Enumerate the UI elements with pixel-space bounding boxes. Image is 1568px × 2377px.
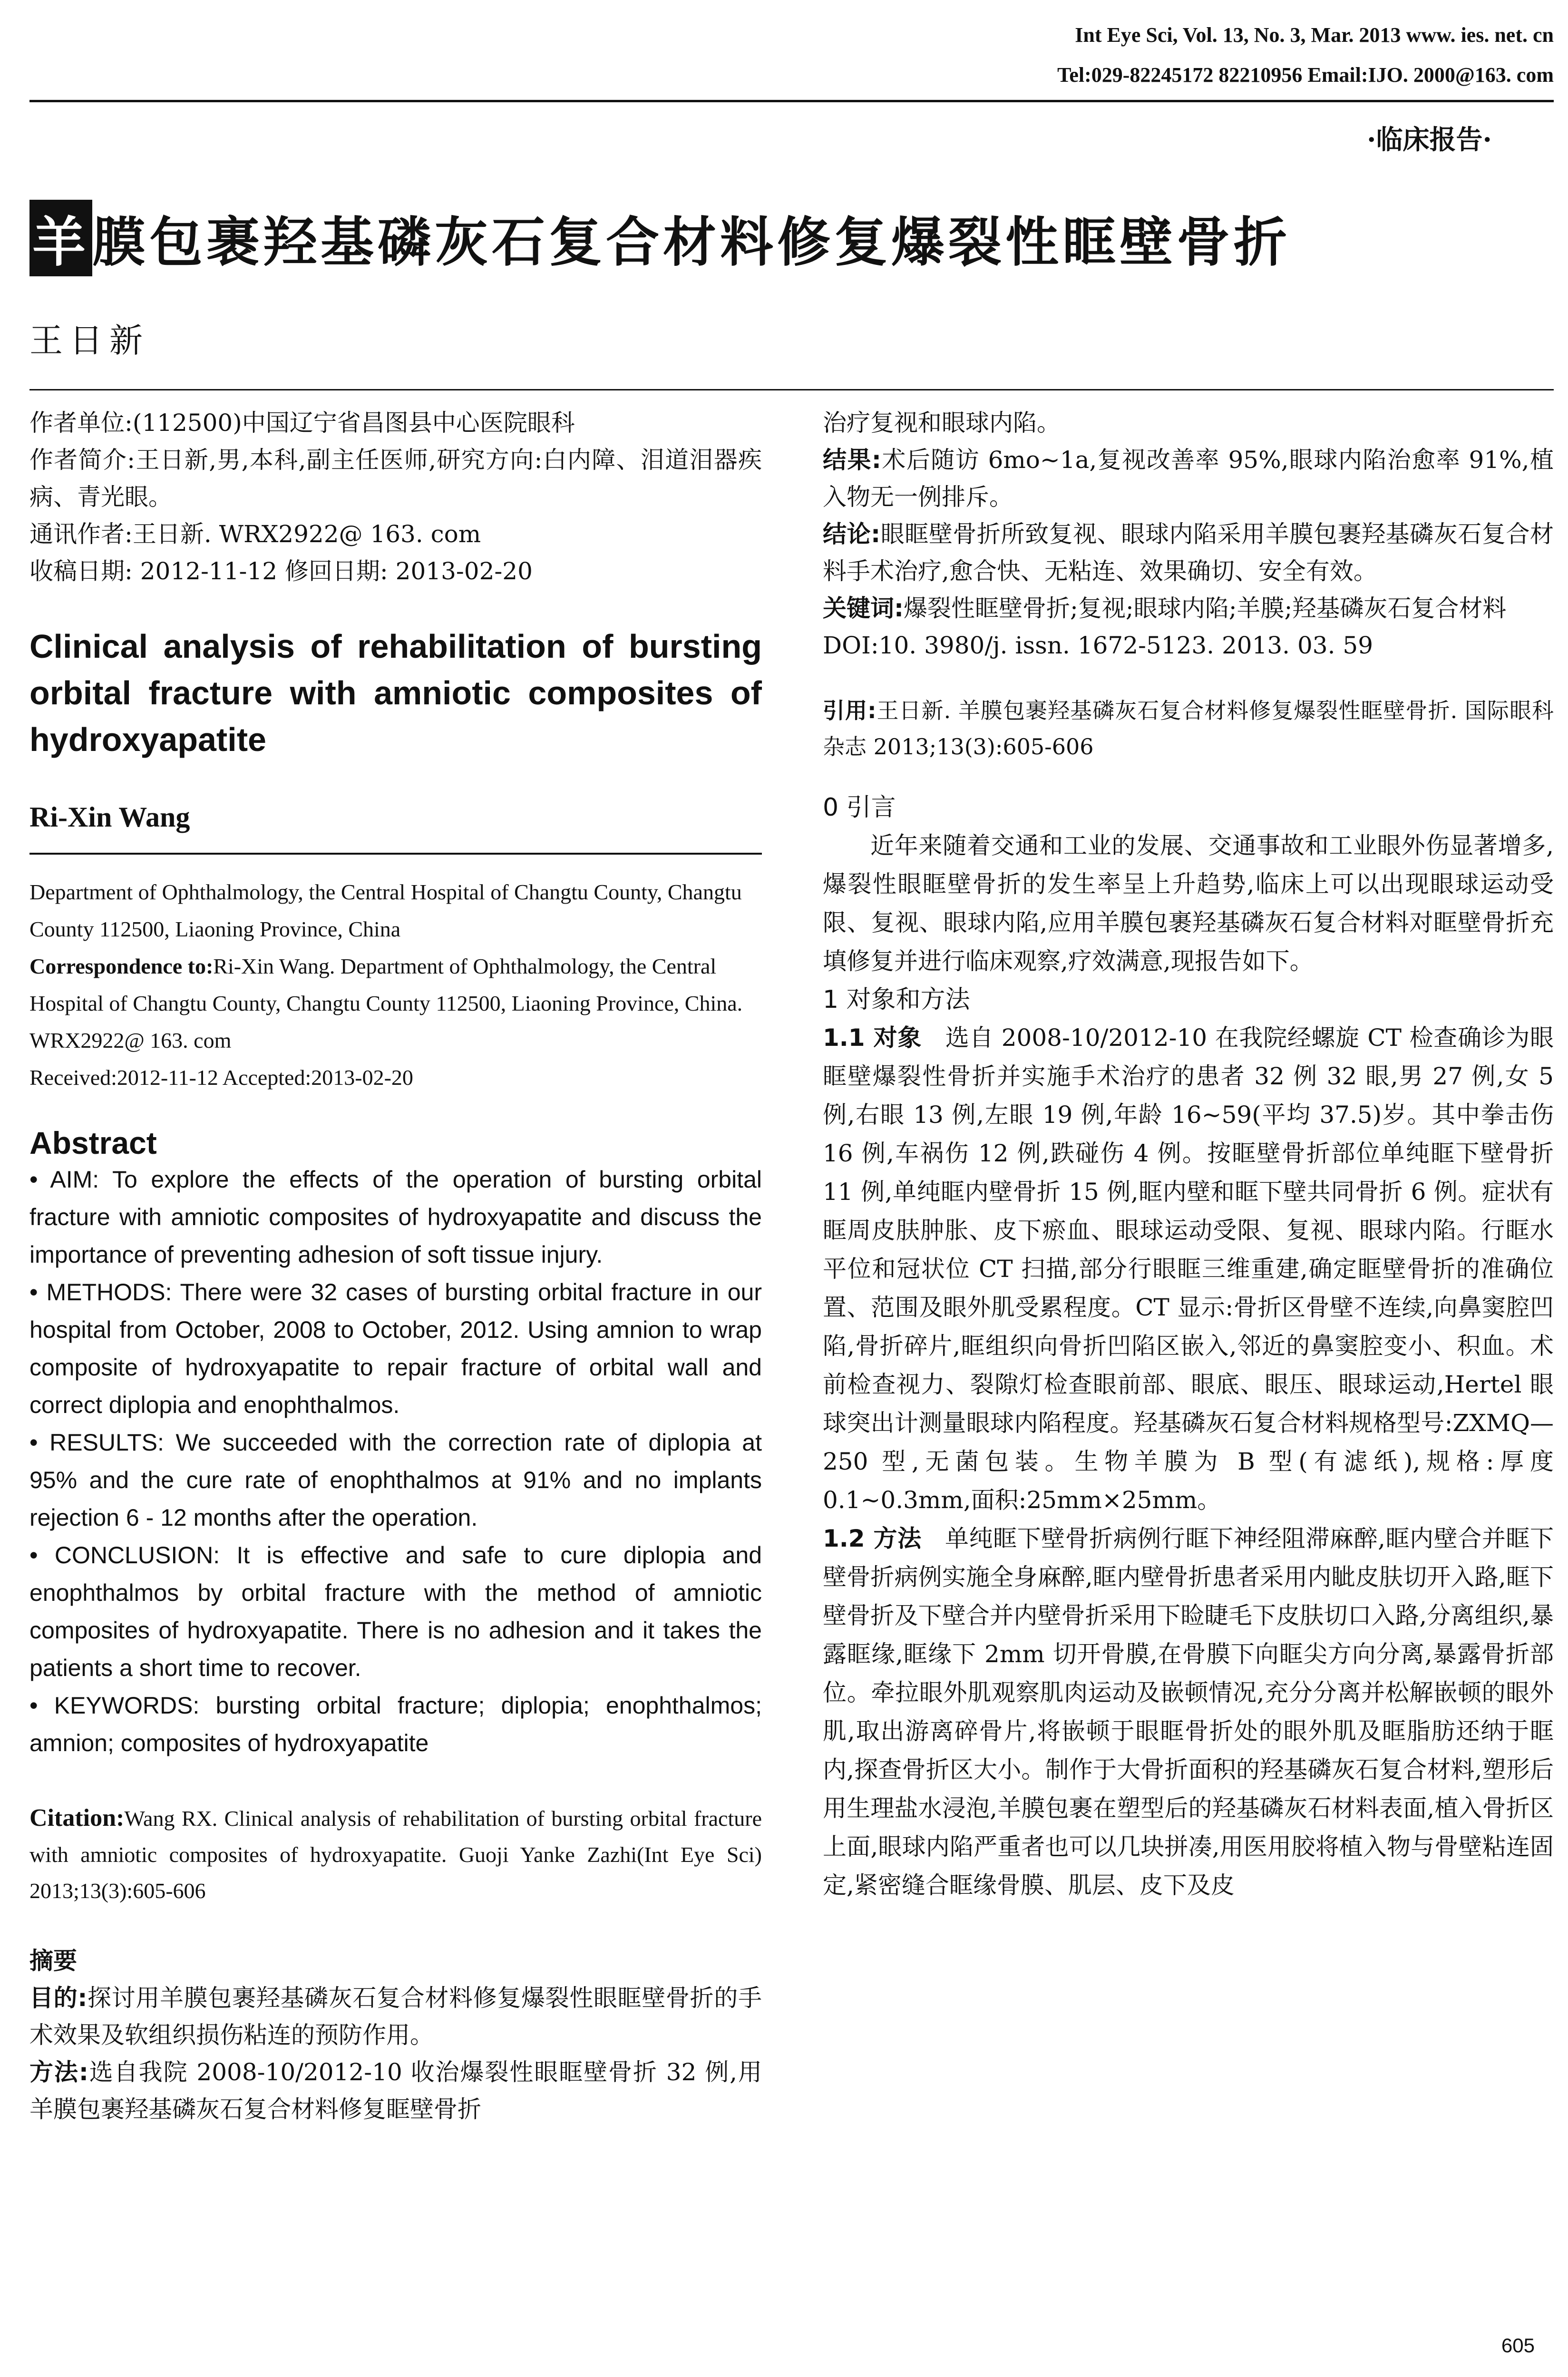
cn-aim	[29, 1979, 762, 2054]
cn-aim-text: 探讨用羊膜包裹羟基磷灰石复合材料修复爆裂性眼眶壁骨折的手术效果及软组织损伤粘连的预防作用。	[29, 1984, 762, 2049]
cn-results-text: 术后随访 6mo~1a,复视改善率 95%,眼球内陷治愈率 91%,植入物无一例排斥。	[823, 446, 1554, 511]
abstract-title: Abstract	[29, 1125, 157, 1160]
journal-header-line2: Tel:029-82245172 82210956 Email:IJO. 2000@163. com	[1057, 63, 1554, 87]
received-accepted-en: Received:2012-11-12 Accepted:2013-02-20	[29, 1065, 413, 1090]
cn-results	[823, 441, 1554, 516]
subsection-1-2	[823, 1520, 1554, 1905]
title-first-char: 羊	[29, 200, 92, 276]
abstract-methods: • METHODS: There were 32 cases of bursting orbital fracture in our hospital from October, 2008 to October, 2012. Using amnion to wrap composite of hydroxyapatite to repair fracture of orbital wall and correct diplopia and enophthalmos.	[29, 1279, 762, 1418]
cn-keywords-text: 爆裂性眶壁骨折;复视;眼球内陷;羊膜;羟基磷灰石复合材料	[904, 594, 1507, 622]
author-bio-cn: 作者简介:王日新,男,本科,副主任医师,研究方向:白内障、泪道泪器疾病、青光眼。	[29, 446, 762, 511]
cn-conclusion-text: 眼眶壁骨折所致复视、眼球内陷采用羊膜包裹羟基磷灰石复合材料手术治疗,愈合快、无粘连、效果确切、安全有效。	[823, 520, 1554, 585]
abstract-results: • RESULTS: We succeeded with the correction rate of diplopia at 95% and the cure rate of enophthalmos at 91% and no implants rejection 6 - 12 months after the operation.	[29, 1429, 762, 1531]
article-title-en: Clinical analysis of rehabilitation of bursting orbital fracture with amniotic composites of hydroxyapatite	[29, 628, 762, 758]
intro-paragraph: 近年来随着交通和工业的发展、交通事故和工业眼外伤显著增多,爆裂性眼眶壁骨折的发生率呈上升趋势,临床上可以出现眼球运动受限、复视、眼球内陷,应用羊膜包裹羟基磷灰石复合材料对眶壁骨折充填修复并进行临床观察,疗效满意,现报告如下。	[823, 832, 1554, 975]
subsection-1-1-text: 选自 2008-10/2012-10 在我院经螺旋 CT 检查确诊为眼眶壁爆裂性骨折并实施手术治疗的患者 32 例 32 眼,男 27 例,女 5 例,右眼 13 例,左眼 19 例,年龄 16~59(平均 37.5)岁。其中拳击伤 16 例,车祸伤 12 例,跌碰伤 4 例。按眶壁骨折部位单纯眶下壁骨折 11 例,单纯眶内壁骨折 15 例,眶内壁和眶下壁共同骨折 6 例。症状有眶周皮肤肿胀、皮下瘀血、眼球运动受限、复视、眼球内陷。行眶水平位和冠状位 CT 扫描,部分行眼眶三维重建,确定眶壁骨折的准确位置、范围及眼外肌受累程度。CT 显示:骨折区骨壁不连续,向鼻窦腔凹陷,骨折碎片,眶组织向骨折凹陷区嵌入,邻近的鼻窦腔变小、积血。术前检查视力、裂隙灯检查眼前部、眼底、眼压、眼球运动,Hertel 眼球突出计测量眼球内陷程度。羟基磷灰石复合材料规格型号:ZXMQ—250 型,无菌包装。生物羊膜为 B 型(有滤纸),规格:厚度 0.1~0.3mm,面积:25mm×25mm。	[823, 1024, 1554, 1514]
dates-cn: 收稿日期: 2012-11-12 修回日期: 2013-02-20	[29, 557, 533, 585]
cn-citation-text: 王日新. 羊膜包裹羟基磷灰石复合材料修复爆裂性眶壁骨折. 国际眼科杂志 2013;13(3):605-606	[823, 698, 1554, 760]
section-1-title: 1 对象和方法	[823, 985, 970, 1014]
title-divider	[29, 389, 1554, 390]
journal-header-line1: Int Eye Sci, Vol. 13, No. 3, Mar. 2013 www. ies. net. cn	[1075, 23, 1554, 47]
citation-en	[29, 1800, 762, 1909]
abstract-keywords: • KEYWORDS: bursting orbital fracture; diplopia; enophthalmos; amnion; composites of hydroxyapatite	[29, 1692, 762, 1756]
section-0-title: 0 引言	[823, 793, 896, 822]
header-divider	[29, 100, 1554, 102]
cn-conclusion	[823, 516, 1554, 590]
subsection-1-2-text: 单纯眶下壁骨折病例行眶下神经阻滞麻醉,眶内壁合并眶下壁骨折病例实施全身麻醉,眶内壁骨折患者采用内眦皮肤切开入路,眶下壁骨折及下壁合并内壁骨折采用下睑睫毛下皮肤切口入路,分离组织,暴露眶缘,眶缘下 2mm 切开骨膜,在骨膜下向眶尖方向分离,暴露骨折部位。牵拉眼外肌观察肌肉运动及嵌顿情况,充分分离并松解嵌顿的眼外肌,取出游离碎骨片,将嵌顿于眼眶骨折处的眼外肌及眶脂肪还纳于眶内,探查骨折区大小。制作于大骨折面积的羟基磷灰石复合材料,塑形后用生理盐水浸泡,羊膜包裹在塑型后的羟基磷灰石材料表面,植入骨折区上面,眼球内陷严重者也可以几块拼凑,用医用胶将植入物与骨壁粘连固定,紧密缝合眶缘骨膜、肌层、皮下及皮	[823, 1525, 1554, 1899]
cn-methods-text: 选自我院 2008-10/2012-10 收治爆裂性眼眶壁骨折 32 例,用羊膜包裹羟基磷灰石复合材料修复眶壁骨折	[29, 2058, 762, 2123]
section-tag: ·临床报告·	[1367, 124, 1492, 156]
abstract-aim: • AIM: To explore the effects of the operation of bursting orbital fracture with amniotic composites of hydroxyapatite and discuss the importance of preventing adhesion of soft tissue injury.	[29, 1166, 762, 1268]
article-title-cn	[29, 200, 1291, 276]
doi: DOI:10. 3980/j. issn. 1672-5123. 2013. 03. 59	[823, 632, 1373, 659]
correspondence-text: Ri-Xin Wang. Department of Ophthalmology, the Central Hospital of Changtu County, Changtu County 112500, Liaoning Province, China. WRX2922@ 163. com	[29, 954, 743, 1052]
right-column	[823, 404, 1554, 1905]
cn-keywords	[823, 590, 1554, 627]
subsection-1-1	[823, 1019, 1554, 1520]
author-cn: 王日新	[29, 321, 149, 360]
affiliation-en: Department of Ophthalmology, the Central Hospital of Changtu County, Changtu County 112500, Liaoning Province, China	[29, 880, 742, 941]
author-en: Ri-Xin Wang	[29, 801, 190, 833]
author-affiliation-cn: 作者单位:(112500)中国辽宁省昌图县中心医院眼科	[29, 409, 575, 437]
cn-abstract-title: 摘要	[29, 1947, 77, 1975]
cn-methods-continued: 治疗复视和眼球内陷。	[823, 409, 1061, 437]
cn-conclusion-label: 结论:	[823, 520, 881, 548]
correspondence-label: Correspondence to:	[29, 954, 214, 978]
page-number: 605	[1501, 2334, 1535, 2357]
correspondence-cn: 通讯作者:王日新. WRX2922@ 163. com	[29, 520, 481, 548]
cn-keywords-label: 关键词:	[823, 594, 904, 622]
cn-aim-label: 目的:	[29, 1984, 88, 2012]
abstract-conclusion: • CONCLUSION: It is effective and safe to cure diplopia and enophthalmos by orbital fracture with the method of amniotic composites of hydroxyapatite. There is no adhesion and it takes the patients a short time to recover.	[29, 1542, 762, 1681]
subsection-1-2-label: 1.2 方法	[823, 1525, 922, 1552]
correspondence-en	[29, 948, 762, 1059]
subsection-1-1-label: 1.1 对象	[823, 1024, 922, 1052]
cn-results-label: 结果:	[823, 446, 881, 474]
left-column	[29, 404, 762, 2128]
cn-methods-label: 方法:	[29, 2058, 88, 2086]
cn-citation	[823, 692, 1554, 765]
citation-text: Wang RX. Clinical analysis of rehabilitation of bursting orbital fracture with amniotic composites of hydroxyapatite. Guoji Yanke Zazhi(Int Eye Sci) 2013;13(3):605-606	[29, 1806, 762, 1903]
cn-methods	[29, 2054, 762, 2128]
citation-label: Citation:	[29, 1804, 125, 1831]
cn-citation-label: 引用:	[823, 698, 877, 723]
title-rest: 膜包裹羟基磷灰石复合材料修复爆裂性眶壁骨折	[92, 212, 1291, 273]
